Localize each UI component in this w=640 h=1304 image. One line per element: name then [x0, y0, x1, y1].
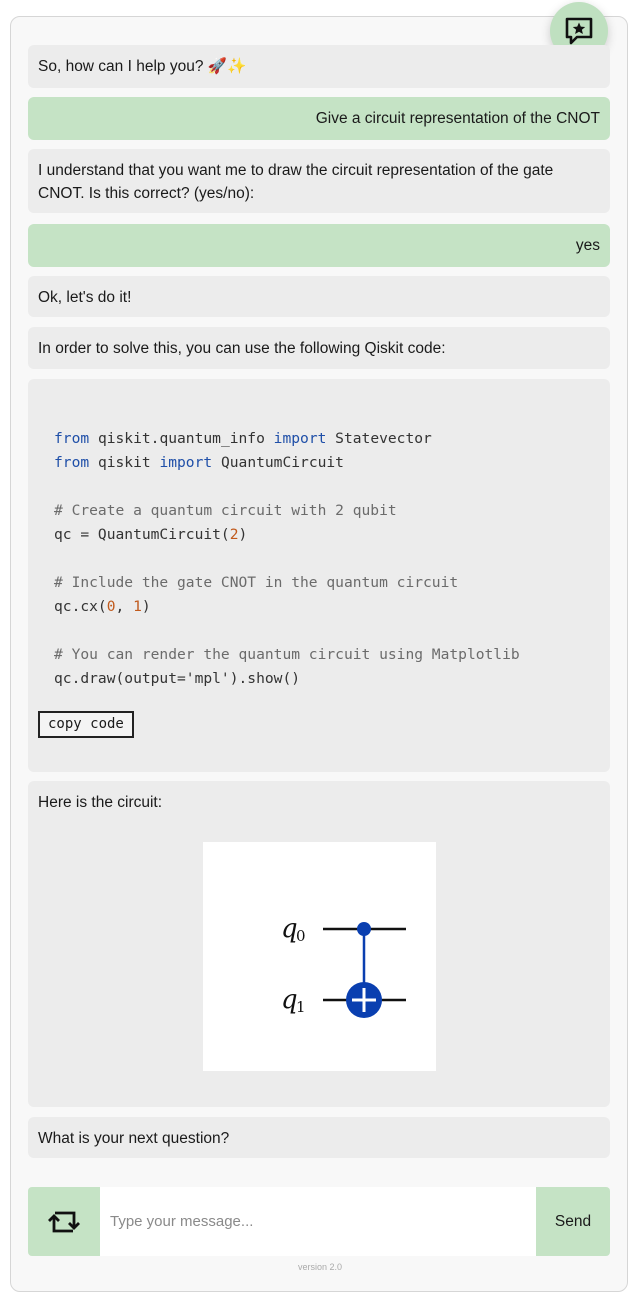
user-message [28, 97, 610, 140]
qubit-1-label: q [281, 985, 298, 1015]
code-message [28, 379, 610, 772]
send-button[interactable]: Send [536, 1187, 610, 1256]
message-text: What is your next question? [38, 1130, 230, 1147]
bot-message [28, 276, 610, 317]
user-message [28, 224, 610, 267]
code-snippet [38, 379, 600, 691]
message-composer [28, 1187, 610, 1256]
code-keyword: from [54, 454, 90, 471]
code-text: QuantumCircuit [212, 454, 344, 471]
reset-button[interactable] [28, 1187, 100, 1256]
code-number: 1 [133, 598, 142, 615]
code-keyword: import [159, 454, 213, 471]
message-text: In order to solve this, you can use the following Qiskit code: [38, 340, 446, 357]
control-dot [357, 922, 371, 936]
code-number: 0 [106, 598, 116, 615]
bot-message [28, 45, 610, 88]
message-text: I understand that you want me to draw the circuit representation of the gate CNOT. Is this correct? (yes/no): [38, 162, 554, 202]
code-text: qiskit.quantum_info [89, 430, 274, 447]
message-text: Ok, let's do it! [38, 289, 132, 306]
code-text: qiskit [89, 454, 160, 471]
code-text: ) [141, 598, 151, 615]
code-text: qc.draw(output='mpl').show() [54, 670, 301, 687]
message-text: Here is the circuit: [38, 794, 163, 811]
circuit-image [203, 842, 436, 1071]
code-text: ) [238, 526, 248, 543]
message-text: So, how can I help you? 🚀✨ [38, 58, 247, 75]
code-text: Statevector [326, 430, 432, 447]
code-comment: # Include the gate CNOT in the quantum circuit [54, 574, 459, 591]
bot-message [28, 327, 610, 369]
version-label: version 2.0 [297, 1262, 343, 1272]
code-comment: # Create a quantum circuit with 2 qubit [54, 502, 397, 519]
code-number: 2 [229, 526, 239, 543]
bot-message [28, 149, 610, 213]
code-keyword: from [54, 430, 90, 447]
code-text: , [115, 598, 134, 615]
code-text: qc.cx( [54, 598, 107, 615]
code-keyword: import [273, 430, 327, 447]
message-text: yes [575, 237, 600, 254]
qubit-1-index: 1 [296, 998, 306, 1016]
copy-code-button[interactable]: copy code [38, 711, 134, 738]
message-text: Give a circuit representation of the CNOT [315, 110, 600, 127]
cnot-circuit-diagram [203, 842, 436, 1071]
message-input[interactable] [100, 1187, 536, 1256]
qubit-0-index: 0 [296, 927, 306, 945]
code-text: qc = QuantumCircuit( [54, 526, 230, 543]
bot-message [28, 1117, 610, 1158]
repeat-icon [47, 1207, 81, 1237]
qubit-0-label: q [281, 914, 298, 944]
star-chat-icon [563, 15, 595, 47]
code-comment: # You can render the quantum circuit using Matplotlib [54, 646, 520, 663]
